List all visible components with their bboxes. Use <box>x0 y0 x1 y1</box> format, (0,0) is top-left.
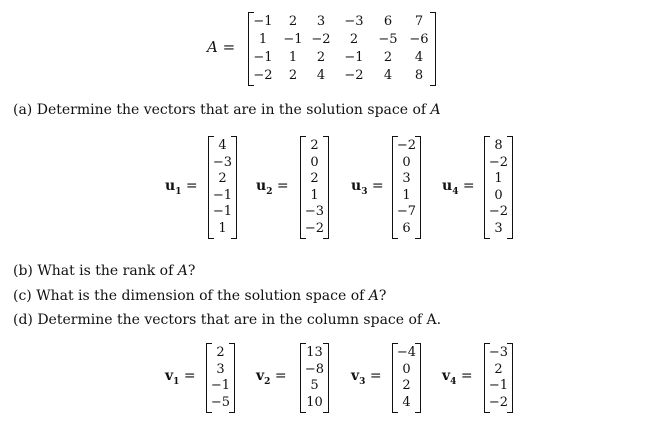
part-b-variable: A <box>177 263 188 279</box>
v-vector-entry: 13 <box>306 345 323 360</box>
u-vector-entry: −1 <box>212 204 233 219</box>
u-symbol: u <box>351 177 362 194</box>
u-label-3: $u_3$ = <box>351 177 384 197</box>
matrix-a-cell: 8 <box>414 68 424 83</box>
matrix-a-cell: 2 <box>288 14 298 29</box>
u-vector-3 <box>392 136 421 239</box>
u-vector-entry: −7 <box>396 204 417 219</box>
v-vector-entry: −2 <box>488 394 509 410</box>
u-vector-entry: 1 <box>402 187 411 203</box>
matrix-a-cell: 4 <box>414 50 424 65</box>
matrix-a-cell: 4 <box>316 68 326 83</box>
v-symbol: v <box>165 368 174 384</box>
u-vector-entry: 1 <box>310 187 319 203</box>
u-vector-entry: 2 <box>218 171 227 186</box>
u-vector-2 <box>300 136 329 239</box>
u-symbol: u <box>442 177 453 194</box>
part-c-text: (c) What is the dimension of the solution space of <box>13 288 365 304</box>
u-subscript: 3 <box>361 186 368 197</box>
matrix-a-cell: 2 <box>349 32 359 47</box>
u-subscript: 2 <box>266 186 273 197</box>
matrix-a <box>248 12 436 86</box>
v-vector-entry: −5 <box>210 394 231 410</box>
v-subscript: 2 <box>264 376 271 387</box>
u-vector-entry: −3 <box>212 154 233 170</box>
v-vector-entry: 5 <box>310 378 319 393</box>
matrix-a-cell: 1 <box>258 32 268 47</box>
v-vector-entry: −4 <box>396 345 417 360</box>
u-subscript: 1 <box>175 186 182 197</box>
part-a-text: (a) Determine the vectors that are in the solution space of <box>13 102 427 118</box>
part-d-question <box>13 312 441 328</box>
part-a-question <box>13 102 441 118</box>
u-vector-entry: 8 <box>494 138 503 153</box>
u-vector-entry: 0 <box>310 154 319 170</box>
matrix-a-cell: 1 <box>288 50 298 65</box>
matrix-a-symbol: A <box>207 38 218 56</box>
v-subscript: 1 <box>173 376 180 387</box>
matrix-a-cell: −6 <box>409 32 429 47</box>
u-vector-entry: 2 <box>310 138 319 153</box>
v-vector-entry: 2 <box>494 361 503 377</box>
part-b-question <box>13 263 195 279</box>
v-vector-4 <box>484 343 513 413</box>
u-vector-entry: 0 <box>402 154 411 170</box>
matrix-a-cell: 2 <box>288 68 298 83</box>
v-vector-entry: −3 <box>488 345 509 360</box>
u-symbol: u <box>165 177 176 194</box>
v-vector-3 <box>392 343 421 413</box>
v-vector-entry: −1 <box>488 378 509 393</box>
matrix-a-cell: −1 <box>253 50 273 65</box>
matrix-a-cell: 2 <box>383 50 393 65</box>
v-label-3: $v_3$ = <box>351 368 382 387</box>
part-a-variable: A <box>430 102 441 118</box>
part-b-text: (b) What is the rank of <box>13 263 174 279</box>
u-vector-4 <box>484 136 513 239</box>
v-symbol: v <box>351 368 360 384</box>
v-label-2: $v_2$ = <box>256 368 287 387</box>
u-vector-entry: 1 <box>494 171 503 186</box>
u-label-4: $u_4$ = <box>442 177 475 197</box>
matrix-a-cell: −2 <box>253 68 273 83</box>
u-vector-entry: 3 <box>494 220 503 236</box>
v-vector-entry: 4 <box>402 394 411 410</box>
u-vector-entry: −2 <box>304 220 325 236</box>
u-vector-entry: 1 <box>218 220 227 236</box>
v-subscript: 3 <box>359 376 366 387</box>
u-vector-entry: −3 <box>304 204 325 219</box>
v-vector-entry: −1 <box>210 378 231 393</box>
matrix-a-cell: −5 <box>378 32 398 47</box>
matrix-a-cell: 7 <box>414 14 424 29</box>
matrix-a-cell: 3 <box>316 14 326 29</box>
matrix-a-cell: −1 <box>253 14 273 29</box>
v-vector-1 <box>206 343 235 413</box>
v-label-4: $v_4$ = <box>442 368 473 387</box>
matrix-a-cell: −1 <box>283 32 303 47</box>
matrix-a-cell: −2 <box>344 68 364 83</box>
v-vector-entry: −8 <box>304 361 325 377</box>
part-c-variable: A <box>368 288 379 304</box>
matrix-a-cell: 4 <box>383 68 393 83</box>
v-vector-entry: 3 <box>216 361 225 377</box>
v-vector-entry: 10 <box>306 394 323 410</box>
u-vector-1 <box>208 136 237 239</box>
u-vector-entry: 2 <box>310 171 319 186</box>
v-label-1: $v_1$ = <box>165 368 196 387</box>
v-symbol: v <box>256 368 265 384</box>
u-vector-entry: 4 <box>218 138 227 153</box>
matrix-a-cell: −1 <box>344 50 364 65</box>
u-vector-entry: −1 <box>212 187 233 203</box>
u-subscript: 4 <box>452 186 459 197</box>
v-vector-2 <box>300 343 329 413</box>
matrix-a-cell: −2 <box>311 32 331 47</box>
u-label-2: $u_2$ = <box>256 177 289 197</box>
u-vector-entry: 0 <box>494 187 503 203</box>
part-b-end: ? <box>187 263 196 279</box>
u-symbol: u <box>256 177 267 194</box>
u-vector-entry: −2 <box>488 154 509 170</box>
v-vector-entry: 2 <box>216 345 225 360</box>
u-vector-entry: 6 <box>402 220 411 236</box>
matrix-a-cell: 6 <box>383 14 393 29</box>
v-vector-entry: 0 <box>402 361 411 377</box>
u-label-1: $u_1$ = <box>165 177 198 197</box>
part-c-end: ? <box>378 288 387 304</box>
u-vector-entry: −2 <box>488 204 509 219</box>
matrix-a-cell: −3 <box>344 14 364 29</box>
u-vector-entry: −2 <box>396 138 417 153</box>
v-subscript: 4 <box>450 376 457 387</box>
v-symbol: v <box>442 368 451 384</box>
u-vector-entry: 3 <box>402 171 411 186</box>
matrix-a-cell: 2 <box>316 50 326 65</box>
part-d-text: (d) Determine the vectors that are in the column space of A. <box>13 312 442 328</box>
v-vector-entry: 2 <box>402 378 411 393</box>
matrix-a-label: A = <box>207 38 236 56</box>
part-c-question <box>13 288 386 304</box>
